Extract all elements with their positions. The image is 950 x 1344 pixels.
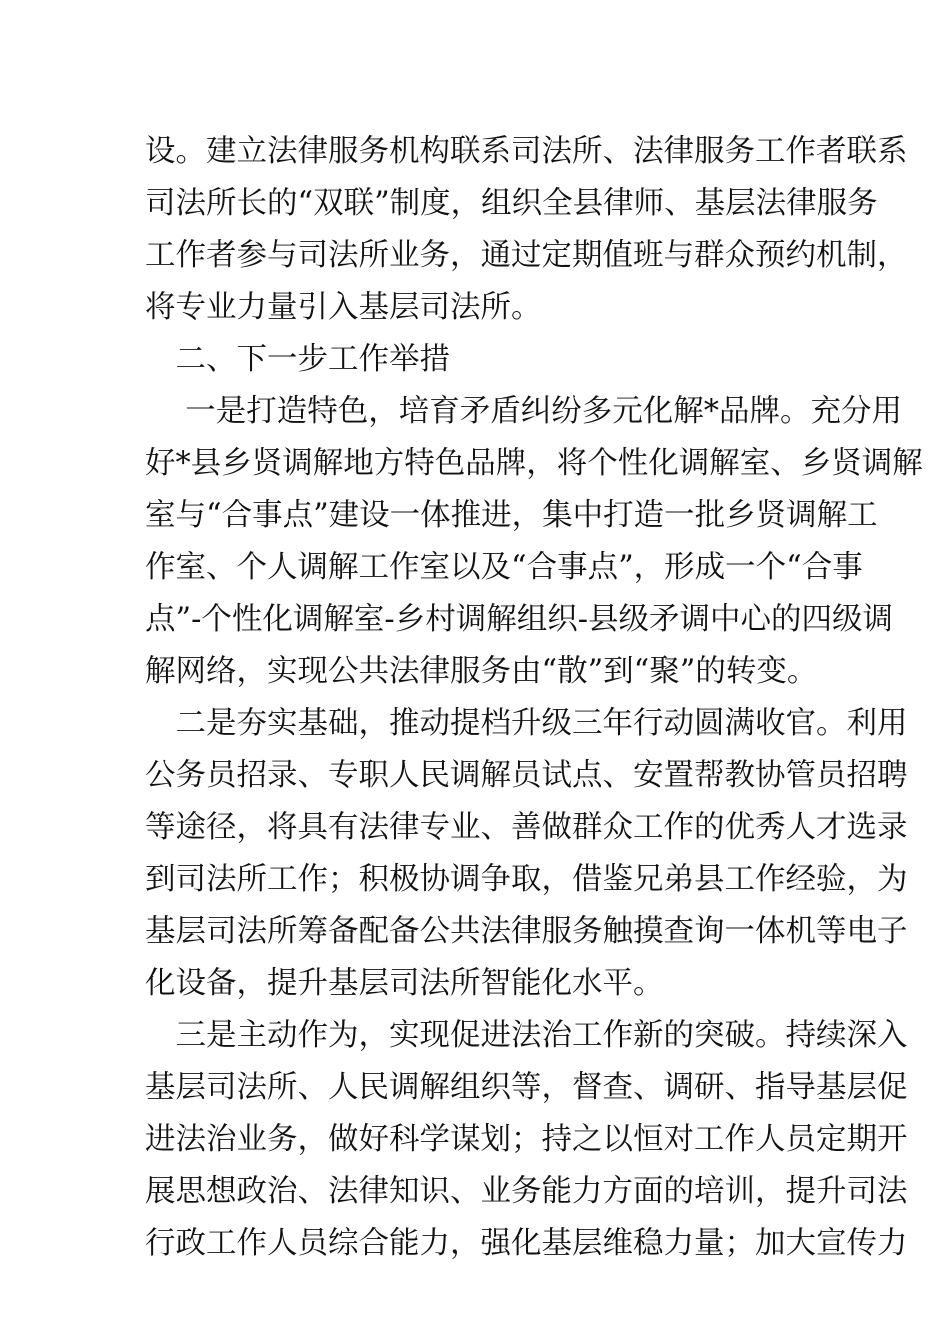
text-line: 室与“合事点”建设一体推进，集中打造一批乡贤调解工	[145, 498, 878, 533]
text-line: 将专业力量引入基层司法所。	[145, 290, 542, 325]
text-line: 等途径，将具有法律专业、善做群众工作的优秀人才选录	[145, 810, 908, 845]
text-line: 工作者参与司法所业务，通过定期值班与群众预约机制，	[145, 238, 908, 273]
text-line: 公务员招录、专职人民调解员试点、安置帮教协管员招聘	[145, 758, 908, 793]
text-line: 基层司法所筹备配备公共法律服务触摸查询一体机等电子	[145, 914, 908, 949]
text-line: 到司法所工作；积极协调争取，借鉴兄弟县工作经验，为	[145, 862, 908, 897]
text-line: 三是主动作为，实现促进法治工作新的突破。持续深入	[145, 1018, 908, 1053]
text-line: 司法所长的“双联”制度，组织全县律师、基层法律服务	[145, 186, 878, 221]
text-line: 化设备，提升基层司法所智能化水平。	[145, 966, 664, 1001]
text-line: 基层司法所、人民调解组织等，督查、调研、指导基层促	[145, 1070, 908, 1105]
text-line: 点”-个性化调解室-乡村调解组织-县级矛调中心的四级调	[145, 602, 894, 637]
text-line: 行政工作人员综合能力，强化基层维稳力量；加大宣传力	[145, 1226, 908, 1261]
text-line: 解网络，实现公共法律服务由“散”到“聚”的转变。	[145, 654, 818, 689]
section-heading: 二、下一步工作举措	[145, 342, 450, 377]
text-line: 进法治业务，做好科学谋划；持之以恒对工作人员定期开	[145, 1122, 908, 1157]
text-line: 好*县乡贤调解地方特色品牌，将个性化调解室、乡贤调解	[145, 446, 923, 481]
text-line: 一是打造特色，培育矛盾纠纷多元化解*品牌。充分用	[145, 394, 902, 429]
text-line: 二是夯实基础，推动提档升级三年行动圆满收官。利用	[145, 706, 908, 741]
text-line: 展思想政治、法律知识、业务能力方面的培训，提升司法	[145, 1174, 908, 1209]
text-line: 设。建立法律服务机构联系司法所、法律服务工作者联系	[145, 134, 908, 169]
text-line: 作室、个人调解工作室以及“合事点”，形成一个“合事	[145, 550, 863, 585]
